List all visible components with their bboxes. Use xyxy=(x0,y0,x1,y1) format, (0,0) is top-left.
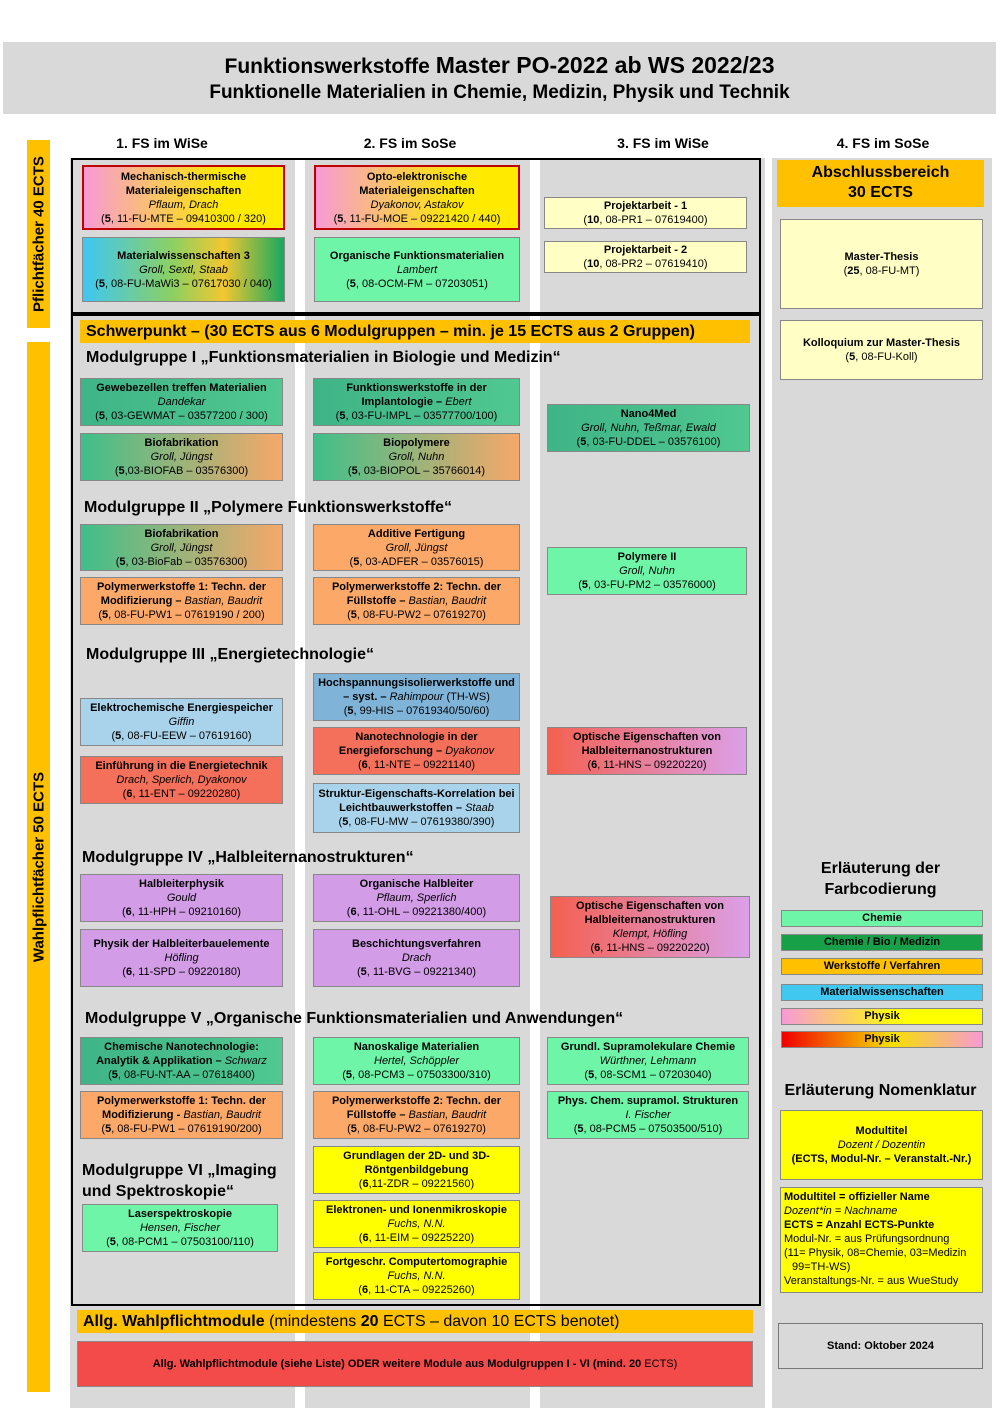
module-title: Optische Eigenschaften von Halbleiternanostrukturen xyxy=(573,731,721,757)
module-code: (5, 08-FU-Koll) xyxy=(845,351,918,363)
module-mw[interactable] xyxy=(313,783,520,833)
module-code: (5, 08-FU-EEW – 07619160) xyxy=(111,730,252,742)
module-lecturer: I. Fischer xyxy=(625,1109,671,1121)
module-title: Projektarbeit - 2 xyxy=(603,244,688,256)
module-code: (5, 11-FU-MOE – 09221420 / 440) xyxy=(333,212,501,225)
module-title: Elektrochemische Energiespeicher xyxy=(90,702,273,714)
title-part-b: Master PO-2022 ab WS 2022/23 xyxy=(435,52,775,78)
module-lecturer: Hensen, Fischer xyxy=(139,1222,221,1234)
example-code: (ECTS, Modul-Nr. – Veranstalt.-Nr.) xyxy=(791,1153,972,1165)
module-eim[interactable] xyxy=(313,1200,520,1248)
column-heading-1: 1. FS im WiSe xyxy=(116,135,208,151)
module-ent[interactable] xyxy=(80,756,283,804)
group-heading-6-line1: Modulgruppe VI „Imaging xyxy=(82,1162,277,1179)
module-hns-1[interactable] xyxy=(547,727,747,775)
module-code: (6, 11-CTA – 09225260) xyxy=(358,1284,475,1296)
module-code: (10, 08-PR2 – 07619410) xyxy=(583,258,708,270)
nomen-line: Modul-Nr. = aus Prüfungsordnung xyxy=(784,1233,950,1245)
module-code: (5, 03-BioFab – 03576300) xyxy=(115,555,248,568)
stand-date: Stand: Oktober 2024 xyxy=(778,1323,983,1369)
abschluss-ects: 30 ECTS xyxy=(848,184,913,201)
module-bvg[interactable] xyxy=(313,929,520,987)
module-title: Polymerwerkstoffe 1: Techn. der Modifizierung – Bastian, Baudrit xyxy=(96,581,267,607)
nomen-line: Veranstaltungs-Nr. = aus WueStudy xyxy=(784,1275,959,1287)
module-title: Mechanisch-thermische Materialeigenschaften xyxy=(120,170,247,197)
module-code: (6, 11-ENT – 09220280) xyxy=(122,788,241,800)
module-title: Polymerwerkstoffe 1: Techn. der Modifizierung - Bastian, Baudrit xyxy=(96,1095,267,1121)
module-zdr[interactable] xyxy=(313,1146,520,1194)
page-subtitle: Funktionelle Materialien in Chemie, Medizin, Physik und Technik xyxy=(209,82,790,103)
module-pcm5[interactable] xyxy=(547,1091,749,1139)
module-title: Nano4Med xyxy=(620,408,677,420)
module-title: Opto-elektronische Materialeigenschaften xyxy=(359,170,475,197)
module-lecturer: Drach xyxy=(401,952,432,964)
module-pm2[interactable] xyxy=(547,547,747,595)
module-nano4med[interactable] xyxy=(547,404,750,452)
module-code: (6,11-ZDR – 09221560) xyxy=(358,1178,475,1190)
module-code: (5, 08-FU-PW1 – 07619190 / 200) xyxy=(98,609,265,621)
module-lecturer: Würthner, Lehmann xyxy=(599,1055,697,1067)
group-heading-4: Modulgruppe IV „Halbleiternanostrukturen“ xyxy=(82,849,414,866)
legend-physik-2: Physik xyxy=(781,1031,983,1048)
module-adfer[interactable] xyxy=(313,524,520,571)
module-code: (6, 11-SPD – 09220180) xyxy=(122,966,241,978)
module-lecturer: Groll, Nuhn xyxy=(619,565,675,577)
title-part-a: Funktionswerkstoffe xyxy=(224,55,430,78)
legend-color-title xyxy=(776,856,985,902)
module-lecturer: Groll, Nuhn, Teßmar, Ewald xyxy=(581,422,716,434)
legend-chemie-bio-medizin: Chemie / Bio / Medizin xyxy=(781,934,983,951)
module-pw2-a[interactable] xyxy=(313,577,520,625)
module-code: (6, 11-HPH – 09210160) xyxy=(121,906,242,918)
legend-nomenklatur-title: Erläuterung Nomenklatur xyxy=(776,1078,985,1103)
module-lecturer: Groll, Sextl, Staab xyxy=(139,263,228,276)
module-lecturer: Gould xyxy=(166,892,197,904)
module-title: Beschichtungsverfahren xyxy=(352,938,481,950)
module-title: Einführung in die Energietechnik xyxy=(95,760,268,772)
module-his[interactable] xyxy=(313,673,520,721)
module-code: (5, 03-FU-PM2 – 03576000) xyxy=(578,579,716,591)
module-mawi3[interactable] xyxy=(82,237,285,302)
module-hph[interactable] xyxy=(80,874,283,922)
module-lecturer: Hertel, Schöppler xyxy=(374,1055,459,1067)
module-title: Laserspektroskopie xyxy=(128,1208,232,1220)
group-heading-5: Modulgruppe V „Organische Funktionsmaterialien und Anwendungen“ xyxy=(85,1010,624,1027)
module-lecturer: Höfling xyxy=(164,952,199,964)
schwerpunkt-bar: Schwerpunkt – (30 ECTS aus 6 Modulgruppen – min. je 15 ECTS aus 2 Gruppen) xyxy=(80,320,750,343)
allg-bar-text-1: (mindestens xyxy=(269,1313,357,1330)
column-heading-3: 3. FS im WiSe xyxy=(617,135,709,151)
module-scm1[interactable] xyxy=(547,1037,749,1085)
module-title: Master-Thesis xyxy=(844,251,919,263)
module-title: Grundlagen der 2D- und 3D-Röntgenbildgebung xyxy=(343,1150,490,1176)
allg-box-text: Allg. Wahlpflichtmodule (siehe Liste) ODER weitere Module aus Modulgruppen I - VI (mind. 20 ECTS) xyxy=(152,1358,678,1370)
module-pr2[interactable] xyxy=(544,241,747,273)
module-code: (6, 11-HNS – 09220220) xyxy=(590,942,710,954)
module-ocm[interactable] xyxy=(314,237,520,302)
module-title: Organische Funktionsmaterialien xyxy=(329,249,505,262)
module-pw1-b[interactable] xyxy=(80,1091,283,1139)
module-title: Funktionswerkstoffe in der Implantologie – Ebert xyxy=(346,382,487,408)
module-spd[interactable] xyxy=(80,929,283,987)
module-moe[interactable] xyxy=(314,165,520,230)
nomenklatur-example xyxy=(780,1110,983,1180)
module-title: Biofabrikation xyxy=(144,437,219,449)
module-title: Gewebezellen treffen Materialien xyxy=(96,382,267,394)
module-hns-2[interactable] xyxy=(550,896,750,958)
page-title xyxy=(3,52,996,79)
example-lecturer: Dozent / Dozentin xyxy=(837,1139,926,1151)
module-code: (5, 08-OCM-FM – 07203051) xyxy=(346,277,488,290)
side-bar-pflicht xyxy=(27,140,50,328)
module-title: Nanoskalige Materialien xyxy=(353,1041,480,1053)
module-pw2-b[interactable] xyxy=(313,1091,520,1139)
nomen-line: (11= Physik, 08=Chemie, 03=Medizin xyxy=(784,1247,967,1259)
module-code: (6, 11-EIM – 09225220) xyxy=(358,1232,475,1244)
module-impl[interactable] xyxy=(313,378,520,426)
module-title-2: Analytik & Applikation – Schwarz xyxy=(96,1055,267,1067)
module-code: (5, 08-SCM1 – 07203040) xyxy=(584,1069,712,1081)
module-lecturer: Giffin xyxy=(168,716,195,728)
abschluss-title: Abschlussbereich xyxy=(811,164,950,181)
side-label-wahlpflicht: Wahlpflichtfächer 50 ECTS xyxy=(30,771,47,963)
allg-bar-text-2: ECTS – davon 10 ECTS benotet) xyxy=(382,1313,620,1330)
module-title: Biofabrikation xyxy=(144,527,219,540)
module-title: Halbleiterphysik xyxy=(139,878,224,890)
module-nt-aa[interactable] xyxy=(80,1037,283,1085)
legend-materialwissenschaften: Materialwissenschaften xyxy=(781,984,983,1001)
module-title: Additive Fertigung xyxy=(367,527,466,540)
allg-bar-ects: 20 xyxy=(360,1313,379,1330)
module-lecturer: Lambert xyxy=(396,263,438,276)
nomen-line: Modultitel = offizieller Name xyxy=(784,1191,930,1203)
legend-physik-1: Physik xyxy=(781,1008,983,1025)
allg-wahlpflicht-bar xyxy=(77,1310,753,1333)
column-heading-2: 2. FS im SoSe xyxy=(363,135,457,151)
module-nte[interactable] xyxy=(313,727,520,775)
module-title: Polymerwerkstoffe 2: Techn. der Füllstoffe – Bastian, Baudrit xyxy=(331,581,502,607)
module-code: (5, 99-HIS – 07619340/50/60) xyxy=(343,705,490,717)
module-title: Polymere II xyxy=(617,551,677,563)
module-lecturer: Dandekar xyxy=(157,396,206,408)
module-biofab-1[interactable] xyxy=(80,433,283,481)
module-code: (5, 08-FU-PW2 – 07619270) xyxy=(347,1123,486,1135)
module-lecturer: Fuchs, N.N. xyxy=(387,1218,446,1230)
module-title: Organische Halbleiter xyxy=(359,878,474,890)
module-title: Elektronen- und Ionenmikroskopie xyxy=(326,1204,507,1216)
module-title: Materialwissenschaften 3 xyxy=(117,249,250,262)
module-pw1-a[interactable] xyxy=(80,577,283,625)
legend-title-line2: Farbcodierung xyxy=(824,881,937,898)
module-code: (5, 08-PCM1 – 07503100/110) xyxy=(106,1236,254,1248)
module-code: (5, 03-BIOPOL – 35766014) xyxy=(347,465,486,477)
nomen-line: ECTS = Anzahl ECTS-Punkte xyxy=(784,1219,935,1231)
module-biofab-2[interactable] xyxy=(80,524,283,571)
module-pcm1[interactable] xyxy=(82,1204,278,1252)
module-code: (5, 08-FU-PW2 – 07619270) xyxy=(347,609,486,621)
nomen-line: Dozent*in = Nachname xyxy=(784,1205,898,1217)
header-banner xyxy=(3,42,996,114)
module-gewmat[interactable] xyxy=(80,378,283,426)
module-code: (5, 03-FU-DDEL – 03576100) xyxy=(576,436,721,448)
module-title: Hochspannungsisolierwerkstoffe und – syst. – Rahimpour (TH-WS) xyxy=(318,677,515,703)
module-mte[interactable] xyxy=(82,165,285,230)
module-title: Physik der Halbleiterbauelemente xyxy=(93,938,270,950)
column-heading-4: 4. FS im SoSe xyxy=(836,135,930,151)
legend-title-line1: Erläuterung der xyxy=(820,860,941,877)
module-code: (6, 11-NTE – 09221140) xyxy=(357,759,475,771)
module-code: (5, 08-PCM5 – 07503500/510) xyxy=(573,1123,723,1135)
module-lecturer: Pflaum, Drach xyxy=(148,198,219,211)
module-title: Projektarbeit - 1 xyxy=(603,200,688,212)
module-lecturer: Groll, Jüngst xyxy=(150,541,213,554)
nomenklatur-explanation xyxy=(780,1187,983,1293)
legend-chemie: Chemie xyxy=(781,910,983,927)
group-heading-1: Modulgruppe I „Funktionsmaterialien in Biologie und Medizin“ xyxy=(86,349,561,366)
module-code: (5,03-BIOFAB – 03576300) xyxy=(114,465,249,477)
module-code: (5, 08-FU-PW1 – 07619190/200) xyxy=(101,1123,262,1135)
module-ohl[interactable] xyxy=(313,874,520,922)
module-title: Grundl. Supramolekulare Chemie xyxy=(560,1041,736,1053)
side-label-pflicht: Pflichtfächer 40 ECTS xyxy=(30,156,47,312)
module-lecturer: Drach, Sperlich, Dyakonov xyxy=(116,774,247,786)
module-lecturer: Dyakonov, Astakov xyxy=(370,198,464,211)
group-heading-3: Modulgruppe III „Energietechnologie“ xyxy=(86,646,375,663)
module-title: Phys. Chem. supramol. Strukturen xyxy=(557,1095,739,1107)
module-code: (5, 11-FU-MTE – 09410300 / 320) xyxy=(101,212,266,225)
module-code: (5, 08-PCM3 – 07503300/310) xyxy=(342,1069,491,1081)
module-code: (5, 11-BVG – 09221340) xyxy=(356,966,477,978)
module-code: (5, 03-ADFER – 03576015) xyxy=(349,555,484,568)
example-title: Modultitel xyxy=(855,1125,908,1137)
module-cta[interactable] xyxy=(313,1252,520,1300)
module-lecturer: Groll, Jüngst xyxy=(385,541,448,554)
nomen-line: 99=TH-WS) xyxy=(792,1261,851,1273)
abschluss-header xyxy=(777,160,984,207)
group-heading-6 xyxy=(82,1160,277,1202)
module-title: Nanotechnologie in der Energieforschung – Dyakonov xyxy=(338,731,495,757)
module-title: Struktur-Eigenschafts-Korrelation bei Leichtbauwerkstoffen – Staab xyxy=(318,788,515,814)
module-title: Polymerwerkstoffe 2: Techn. der Füllstoffe – Bastian, Baudrit xyxy=(331,1095,502,1121)
module-code: (6, 11-OHL – 09221380/400) xyxy=(346,906,487,918)
module-code: (5, 08-FU-MW – 07619380/390) xyxy=(338,816,495,828)
module-code: (5, 08-FU-NT-AA – 07618400) xyxy=(108,1069,255,1081)
module-code: (25, 08-FU-MT) xyxy=(843,265,920,277)
module-lecturer: Groll, Jüngst xyxy=(150,451,213,463)
side-bar-wahlpflicht xyxy=(27,342,50,1392)
module-title: Chemische Nanotechnologie: xyxy=(104,1041,259,1053)
module-code: (5, 03-GEWMAT – 03577200 / 300) xyxy=(95,410,268,422)
module-lecturer: Klempt, Höfling xyxy=(612,928,688,940)
module-master-thesis[interactable] xyxy=(780,219,983,309)
module-code: (10, 08-PR1 – 07619400) xyxy=(583,214,708,226)
legend-werkstoffe-verfahren: Werkstoffe / Verfahren xyxy=(781,958,983,975)
module-kolloquium[interactable] xyxy=(780,320,983,380)
module-code: (5, 03-FU-IMPL – 03577700/100) xyxy=(335,410,498,422)
module-lecturer: Fuchs, N.N. xyxy=(387,1270,446,1282)
module-title: Kolloquium zur Master-Thesis xyxy=(802,337,961,349)
group-heading-2: Modulgruppe II „Polymere Funktionswerkstoffe“ xyxy=(84,499,453,516)
module-title: Fortgeschr. Computertomographie xyxy=(325,1256,508,1268)
module-title: Biopolymere xyxy=(383,437,450,449)
module-allg-wahlpflicht[interactable] xyxy=(77,1341,753,1387)
module-code: (6, 11-HNS – 09220220) xyxy=(587,759,707,771)
module-eew[interactable] xyxy=(80,698,283,746)
allg-bar-title: Allg. Wahlpflichtmodule xyxy=(83,1313,265,1330)
module-title: Optische Eigenschaften von Halbleiternanostrukturen xyxy=(576,900,724,926)
module-pcm3[interactable] xyxy=(313,1037,520,1085)
group-heading-6-line2: und Spektroskopie“ xyxy=(82,1183,235,1200)
module-pr1[interactable] xyxy=(544,197,747,229)
module-biopol[interactable] xyxy=(313,433,520,481)
module-code: (5, 08-FU-MaWi3 – 07617030 / 040) xyxy=(95,277,272,290)
module-lecturer: Groll, Nuhn xyxy=(388,451,445,463)
module-lecturer: Pflaum, Sperlich xyxy=(376,892,457,904)
